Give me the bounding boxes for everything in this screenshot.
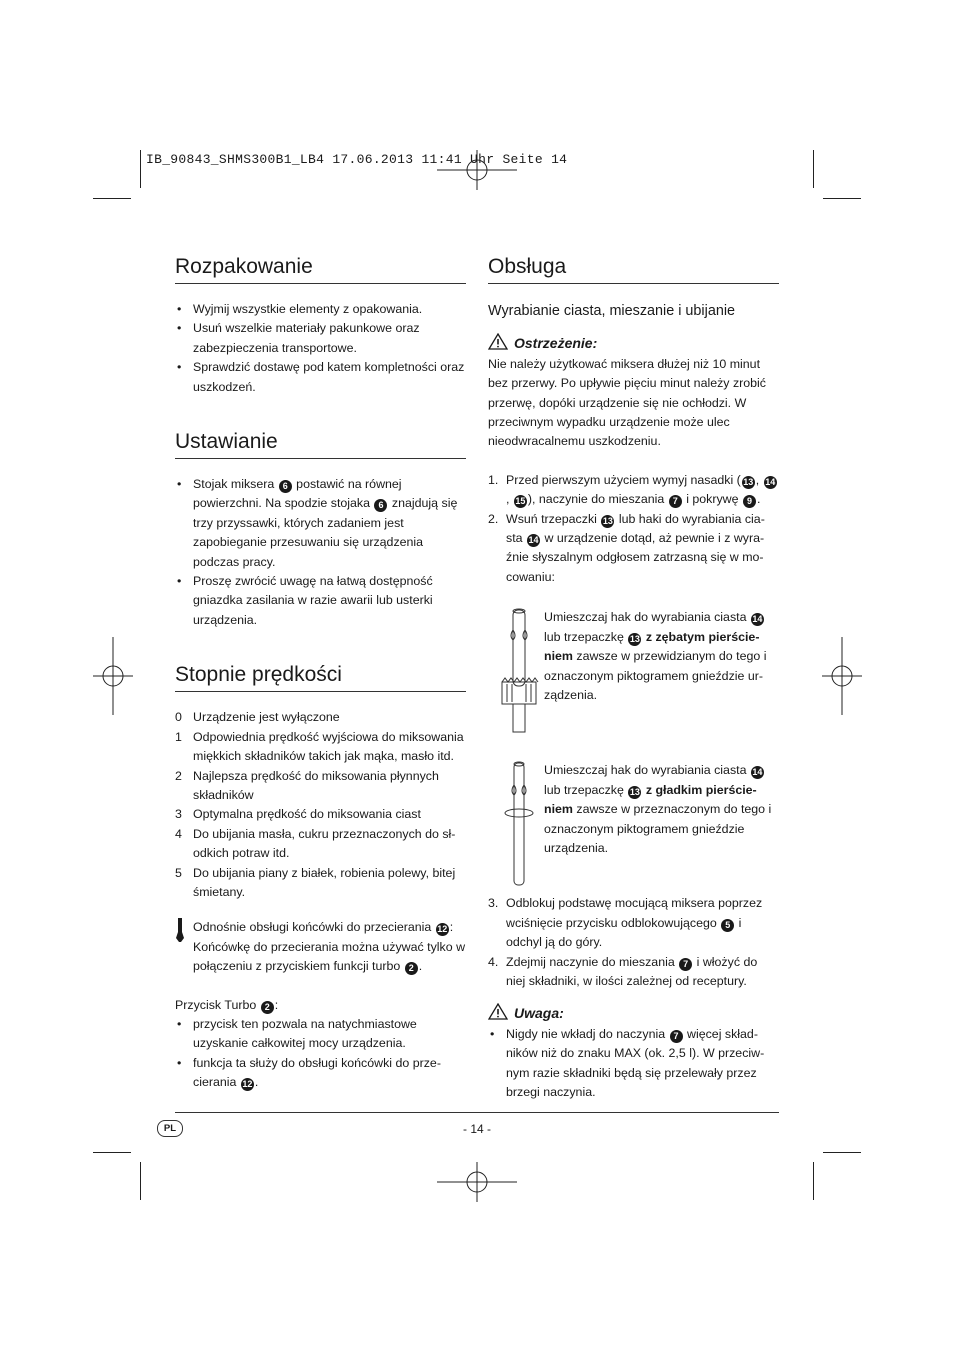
section-title-rozpakowanie: Rozpakowanie: [175, 255, 313, 278]
ref-number: 5: [721, 919, 734, 932]
puree-attachment-icon: [175, 918, 185, 942]
list-item: • Stojak miksera 6 postawić na równej powierzchni. Na spodzie stojaka 6 znajdują się trzy przyssawki, których zadaniem jest zapobieganie przesuwaniu się urządzenia podczas pracy.: [175, 475, 466, 572]
ref-number: 9: [743, 495, 756, 508]
footer-rule: [175, 1112, 779, 1113]
list-item: 1 Odpowiednia prędkość wyjściowa do miksowania miękkich składników takich jak mąka, masło itd.: [175, 729, 464, 764]
list-item: 2 Najlepsza prędkość do miksowania płynnych składników: [175, 768, 439, 802]
ref-number: 12: [242, 1079, 253, 1090]
ref-number: 15: [515, 496, 526, 507]
subsection-title: Wyrabianie ciasta, mieszanie i ubijanie: [488, 303, 736, 319]
section-stopnie-heading-wrap: [175, 662, 466, 692]
rozpakowanie-list: [175, 300, 466, 397]
smooth-ring-attachment-illustration: [502, 761, 536, 889]
list-item: 4 Do ubijania masła, cukru przeznaczonych do sł-odkich potraw itd.: [175, 826, 456, 861]
section-title-obsluga: Obsługa: [488, 255, 567, 278]
warning-triangle-icon: [488, 333, 508, 350]
ref-number: 14: [752, 614, 763, 625]
puree-note: Odnośnie obsługi końcówki do przecierania 12 : Końcówkę do przecierania można używać tylko w połączeniu z przyciskiem funkcji turbo 2 .: [175, 918, 466, 976]
warning-text: Nie należy użytkować miksera dłużej niż 10 minut bez przerwy. Po upływie pięciu minut należy zrobić przerwę, dopóki urządzenie się nie ochłodzi. W przeciwnym wypadku urządzenie może ulec nieodwracalnemu uszkodzeniu.: [488, 356, 766, 449]
registration-mark-right: [822, 637, 862, 715]
ref-number: 14: [765, 476, 776, 487]
list-item: • Proszę zwrócić uwagę na łatwą dostępność gniazdka zasilania w razie awarii lub usterki urządzenia.: [175, 572, 466, 630]
warning-triangle-icon: [488, 1003, 508, 1020]
print-header: IB_90843_SHMS300B1_LB4 17.06.2013 11:41 Uhr Seite 14: [146, 152, 568, 167]
figure-caption: Umieszczaj hak do wyrabiania ciasta 14 lub trzepaczkę 13 z gładkim pierście-niem zawsze w przeznaczonym do tego i oznaczonym piktogramem gnieździe urządzenia.: [544, 763, 772, 855]
right-column: [488, 254, 779, 1102]
list-item: • Nigdy nie wkładj do naczynia 7 więcej skład-ników niż do znaku MAX (ok. 2,5 l). W przeciw-nym razie składniki będą się przelewały przez brzegi naczynia.: [488, 1025, 779, 1103]
section-ustawianie-heading-wrap: [175, 429, 466, 459]
ref-number: 6: [374, 499, 387, 512]
list-item: 0 Urządzenie jest wyłączone: [175, 710, 340, 725]
ref-number: 7: [670, 1030, 683, 1043]
ustawianie-list: [175, 475, 466, 630]
list-item: 4. Zdejmij naczynie do mieszania 7 i włożyć do niej składniki, w ilości zależnej od receptury.: [488, 954, 758, 988]
ref-number: 14: [528, 535, 539, 546]
list-item: • Wyjmij wszystkie elementy z opakowania.: [175, 300, 466, 319]
ref-number: 13: [629, 633, 640, 644]
ref-number: 14: [752, 767, 763, 778]
section-title-stopnie: Stopnie prędkości: [175, 663, 342, 687]
warning-heading: Ostrzeżenie:: [488, 333, 779, 354]
uwaga-list: [488, 1025, 779, 1103]
language-badge: PL: [157, 1120, 183, 1137]
ref-number: 6: [279, 480, 292, 493]
ref-number: 13: [629, 786, 640, 797]
list-item: • Sprawdzić dostawę pod katem kompletności oraz uszkodzeń.: [175, 358, 466, 397]
list-item: 2. Wsuń trzepaczki 13 lub haki do wyrabiania cia-sta 14 w urządzenie dotąd, aż pewnie i z wyra-źnie słyszalnym odgłosem zatrzasną się w mo-cowaniu:: [488, 511, 765, 584]
ref-number: 13: [743, 476, 754, 487]
ref-number: 13: [602, 515, 613, 526]
toothed-ring-attachment-illustration: [498, 608, 540, 736]
list-item: 3. Odblokuj podstawę mocującą miksera poprzez wciśnięcie przycisku odblokowującego 5 i odchyl ją do góry.: [488, 896, 763, 950]
list-item: 5 Do ubijania piany z białek, robienia polewy, bitej śmietany.: [175, 865, 456, 899]
registration-mark-left: [93, 637, 133, 715]
section-title-ustawianie: Ustawianie: [175, 430, 278, 454]
figure-smooth-ring: [488, 761, 779, 894]
list-item: • funkcja ta służy do obsługi końcówki do prze-cierania 12 .: [175, 1054, 466, 1093]
turbo-heading: Przycisk Turbo 2 :: [175, 997, 279, 1012]
list-item: 3 Optymalna prędkość do miksowania ciast: [175, 807, 421, 822]
registration-mark-bottom: [437, 1162, 517, 1202]
ref-number: 7: [679, 958, 692, 971]
ref-number: 12: [437, 924, 448, 935]
section-rozpakowanie-heading-wrap: [175, 254, 466, 284]
left-column: [175, 254, 466, 1093]
ref-number: 2: [261, 1001, 274, 1014]
turbo-list: [175, 1015, 466, 1093]
speed-levels-list: [175, 708, 466, 902]
list-item: • przycisk ten pozwala na natychmiastowe uzyskanie całkowitej mocy urządzenia.: [175, 1015, 466, 1054]
ref-number: 7: [669, 495, 682, 508]
figure-toothed-ring: [488, 608, 779, 758]
uwaga-heading: Uwaga:: [488, 1003, 779, 1024]
list-item: 1. Przed pierwszym użyciem wymyj nasadki ( 13 , 14, 15 ), naczynie do mieszania 7 i pokrywę 9 .: [488, 472, 776, 507]
steps-list-b: [488, 894, 779, 991]
list-item: • Usuń wszelkie materiały pakunkowe oraz zabezpieczenia transportowe.: [175, 319, 466, 358]
section-obsluga-heading-wrap: [488, 254, 779, 284]
registration-mark-top: [437, 150, 517, 190]
figure-caption: Umieszczaj hak do wyrabiania ciasta 14 lub trzepaczkę 13 z zębatym pierście-niem zawsze w przewidzianym do tego i oznaczonym piktogramem gnieździe ur-ządzenia.: [544, 610, 767, 702]
page-number: - 14 -: [462, 1122, 491, 1136]
ref-number: 2: [405, 962, 418, 975]
steps-list-a: [488, 471, 779, 587]
